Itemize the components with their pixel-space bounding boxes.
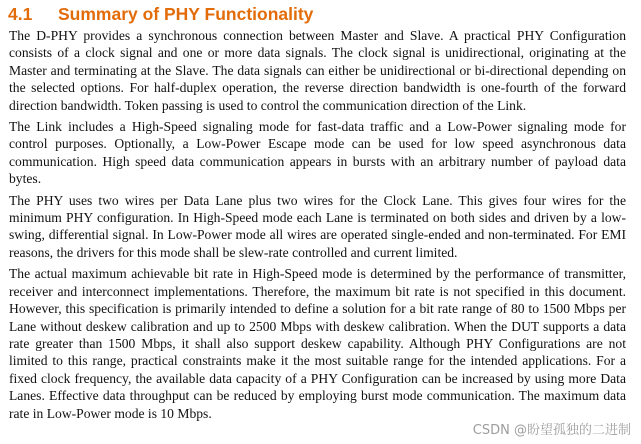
section-title: Summary of PHY Functionality	[58, 4, 314, 24]
section-heading	[8, 4, 313, 25]
paragraph-wires: The PHY uses two wires per Data Lane plus two wires for the Clock Lane. This gives four wires for the minimum PHY configuration. In High-Speed mode each Lane is terminated on both sides and driven by a low-swing, differential signal. In Low-Power mode all wires are operated single-ended and non-terminated. For EMI reasons, the drivers for this mode shall be slew-rate controlled and current limited.	[9, 192, 626, 260]
paragraph-bit-rate: The actual maximum achievable bit rate in High-Speed mode is determined by the performance of transmitter, receiver and interconnect implementations. Therefore, the maximum bit rate is not specified in this document. However, this specification is primarily intended to define a solution for a bit rate range of 80 to 1500 Mbps per Lane without deskew calibration and up to 2500 Mbps with deskew calibration. When the DUT supports a data rate greater than 1500 Mbps, it shall also support deskew capability. Although PHY Configurations are not limited to this range, practical constraints make it the most suitable range for the intended applications. For a fixed clock frequency, the available data capacity of a PHY Configuration can be increased by using more Data Lanes. Effective data throughput can be reduced by employing burst mode communication. The maximum data rate in Low-Power mode is 10 Mbps.	[9, 266, 626, 421]
paragraph-link-modes: The Link includes a High-Speed signaling mode for fast-data traffic and a Low-Power signaling mode for control purposes. Optionally, a Low-Power Escape mode can be used for low speed asynchronous data communication. High speed data communication appears in bursts with an arbitrary number of payload data bytes.	[9, 119, 626, 187]
paragraph-phy-overview: The D-PHY provides a synchronous connection between Master and Slave. A practical PHY Configuration consists of a clock signal and one or more data signals. The clock signal is unidirectional, originating at the Master and terminating at the Slave. The data signals can either be unidirectional or bi-directional depending on the selected options. For half-duplex operation, the reverse direction bandwidth is one-fourth of the forward direction bandwidth. Token passing is used to control the communication direction of the Link.	[9, 28, 626, 113]
section-number: 4.1	[8, 4, 33, 24]
watermark: CSDN @盼望孤独的二进制	[472, 423, 631, 438]
section-body	[9, 27, 626, 426]
